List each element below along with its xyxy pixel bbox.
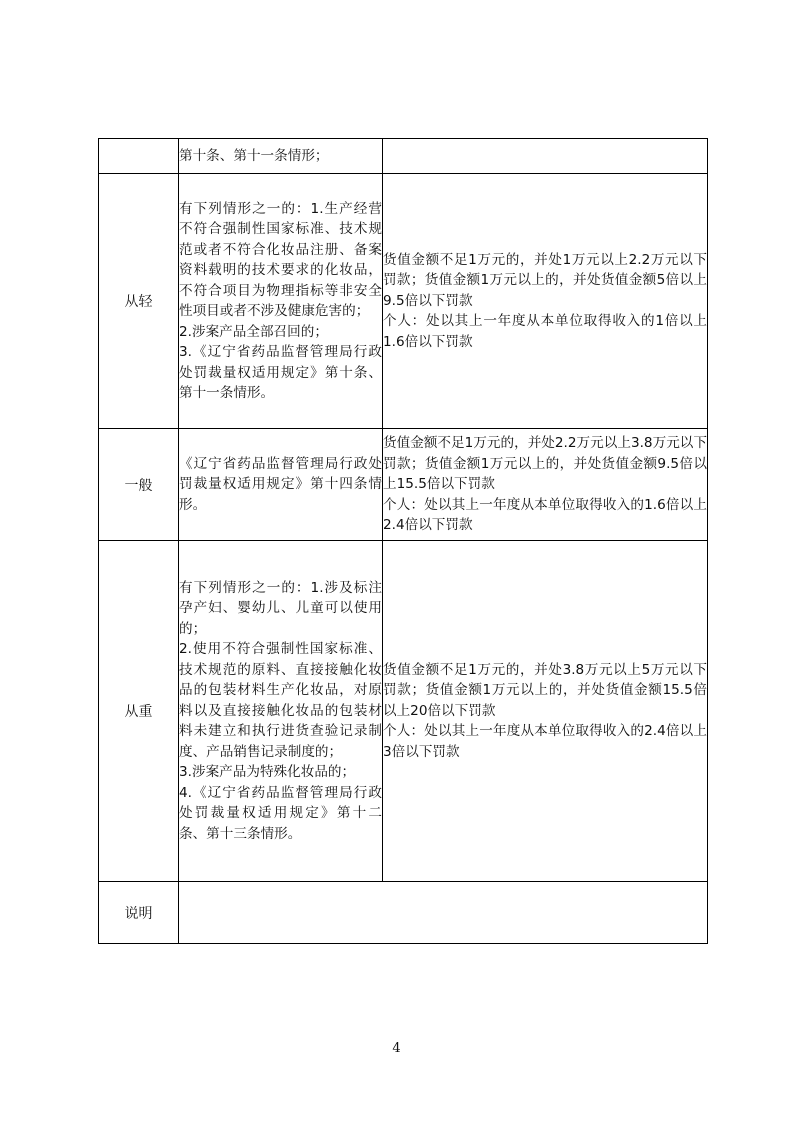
penalty-line: 货值金额不足1万元的，并处2.2万元以上3.8万元以下罚款；货值金额1万元以上的，并处货值金额9.5倍以上15.5倍以下罚款 — [383, 435, 707, 493]
penalty-cell — [383, 174, 708, 429]
condition-line: 2.使用不符合强制性国家标准、技术规范的原料、直接接触化妆品的包装材料生产化妆品，对原料以及直接接触化妆品的包装材料未建立和执行进货查验记录制度、产品销售记录制度的； — [179, 641, 382, 760]
penalty-line: 个人：处以其上一年度从本单位取得收入的2.4倍以上3倍以下罚款 — [383, 723, 707, 760]
table-row — [99, 139, 708, 174]
condition-cell — [179, 541, 383, 882]
table-row — [99, 429, 708, 541]
condition-line: 4.《辽宁省药品监督管理局行政处罚裁量权适用规定》第十二条、第十三条情形。 — [179, 784, 382, 842]
condition-cell — [179, 139, 383, 174]
level-cell — [99, 139, 179, 174]
penalty-cell — [383, 139, 708, 174]
level-cell: 从轻 — [99, 174, 179, 429]
penalty-line: 个人：处以其上一年度从本单位取得收入的1倍以上1.6倍以下罚款 — [383, 313, 707, 350]
penalty-line: 货值金额不足1万元的，并处1万元以上2.2万元以下罚款；货值金额1万元以上的，并处货值金额5倍以上9.5倍以下罚款 — [383, 251, 707, 309]
condition-cell — [179, 429, 383, 541]
level-cell: 从重 — [99, 541, 179, 882]
notes-label: 说明 — [99, 882, 179, 944]
penalty-line: 个人：处以其上一年度从本单位取得收入的1.6倍以上2.4倍以下罚款 — [383, 496, 707, 534]
penalty-cell — [383, 541, 708, 882]
table-row — [99, 541, 708, 882]
level-cell: 一般 — [99, 429, 179, 541]
condition-line: 2.涉案产品全部召回的； — [179, 323, 328, 340]
page-number: 4 — [392, 1041, 401, 1056]
condition-line: 有下列情形之一的：1.涉及标注孕产妇、婴幼儿、儿童可以使用的； — [179, 579, 382, 637]
table-row — [99, 882, 708, 944]
penalty-line: 货值金额不足1万元的，并处3.8万元以上5万元以下罚款；货值金额1万元以上的，并处货值金额15.5倍以上20倍以下罚款 — [383, 661, 707, 719]
condition-line: 3.涉案产品为特殊化妆品的； — [179, 764, 356, 781]
condition-line: 《辽宁省药品监督管理局行政处罚裁量权适用规定》第十四条情形。 — [179, 455, 382, 513]
condition-line: 有下列情形之一的：1.生产经营不符合强制性国家标准、技术规范或者不符合化妆品注册、备案资料载明的技术要求的化妆品，不符合项目为物理指标等非安全性项目或者不涉及健康危害的； — [179, 200, 382, 319]
table-row — [99, 174, 708, 429]
condition-cell — [179, 174, 383, 429]
penalty-cell — [383, 429, 708, 541]
notes-cell — [179, 882, 708, 944]
discretion-table — [98, 138, 708, 944]
condition-line: 第十条、第十一条情形； — [179, 147, 329, 164]
condition-line: 3.《辽宁省药品监督管理局行政处罚裁量权适用规定》第十条、第十一条情形。 — [179, 344, 382, 401]
